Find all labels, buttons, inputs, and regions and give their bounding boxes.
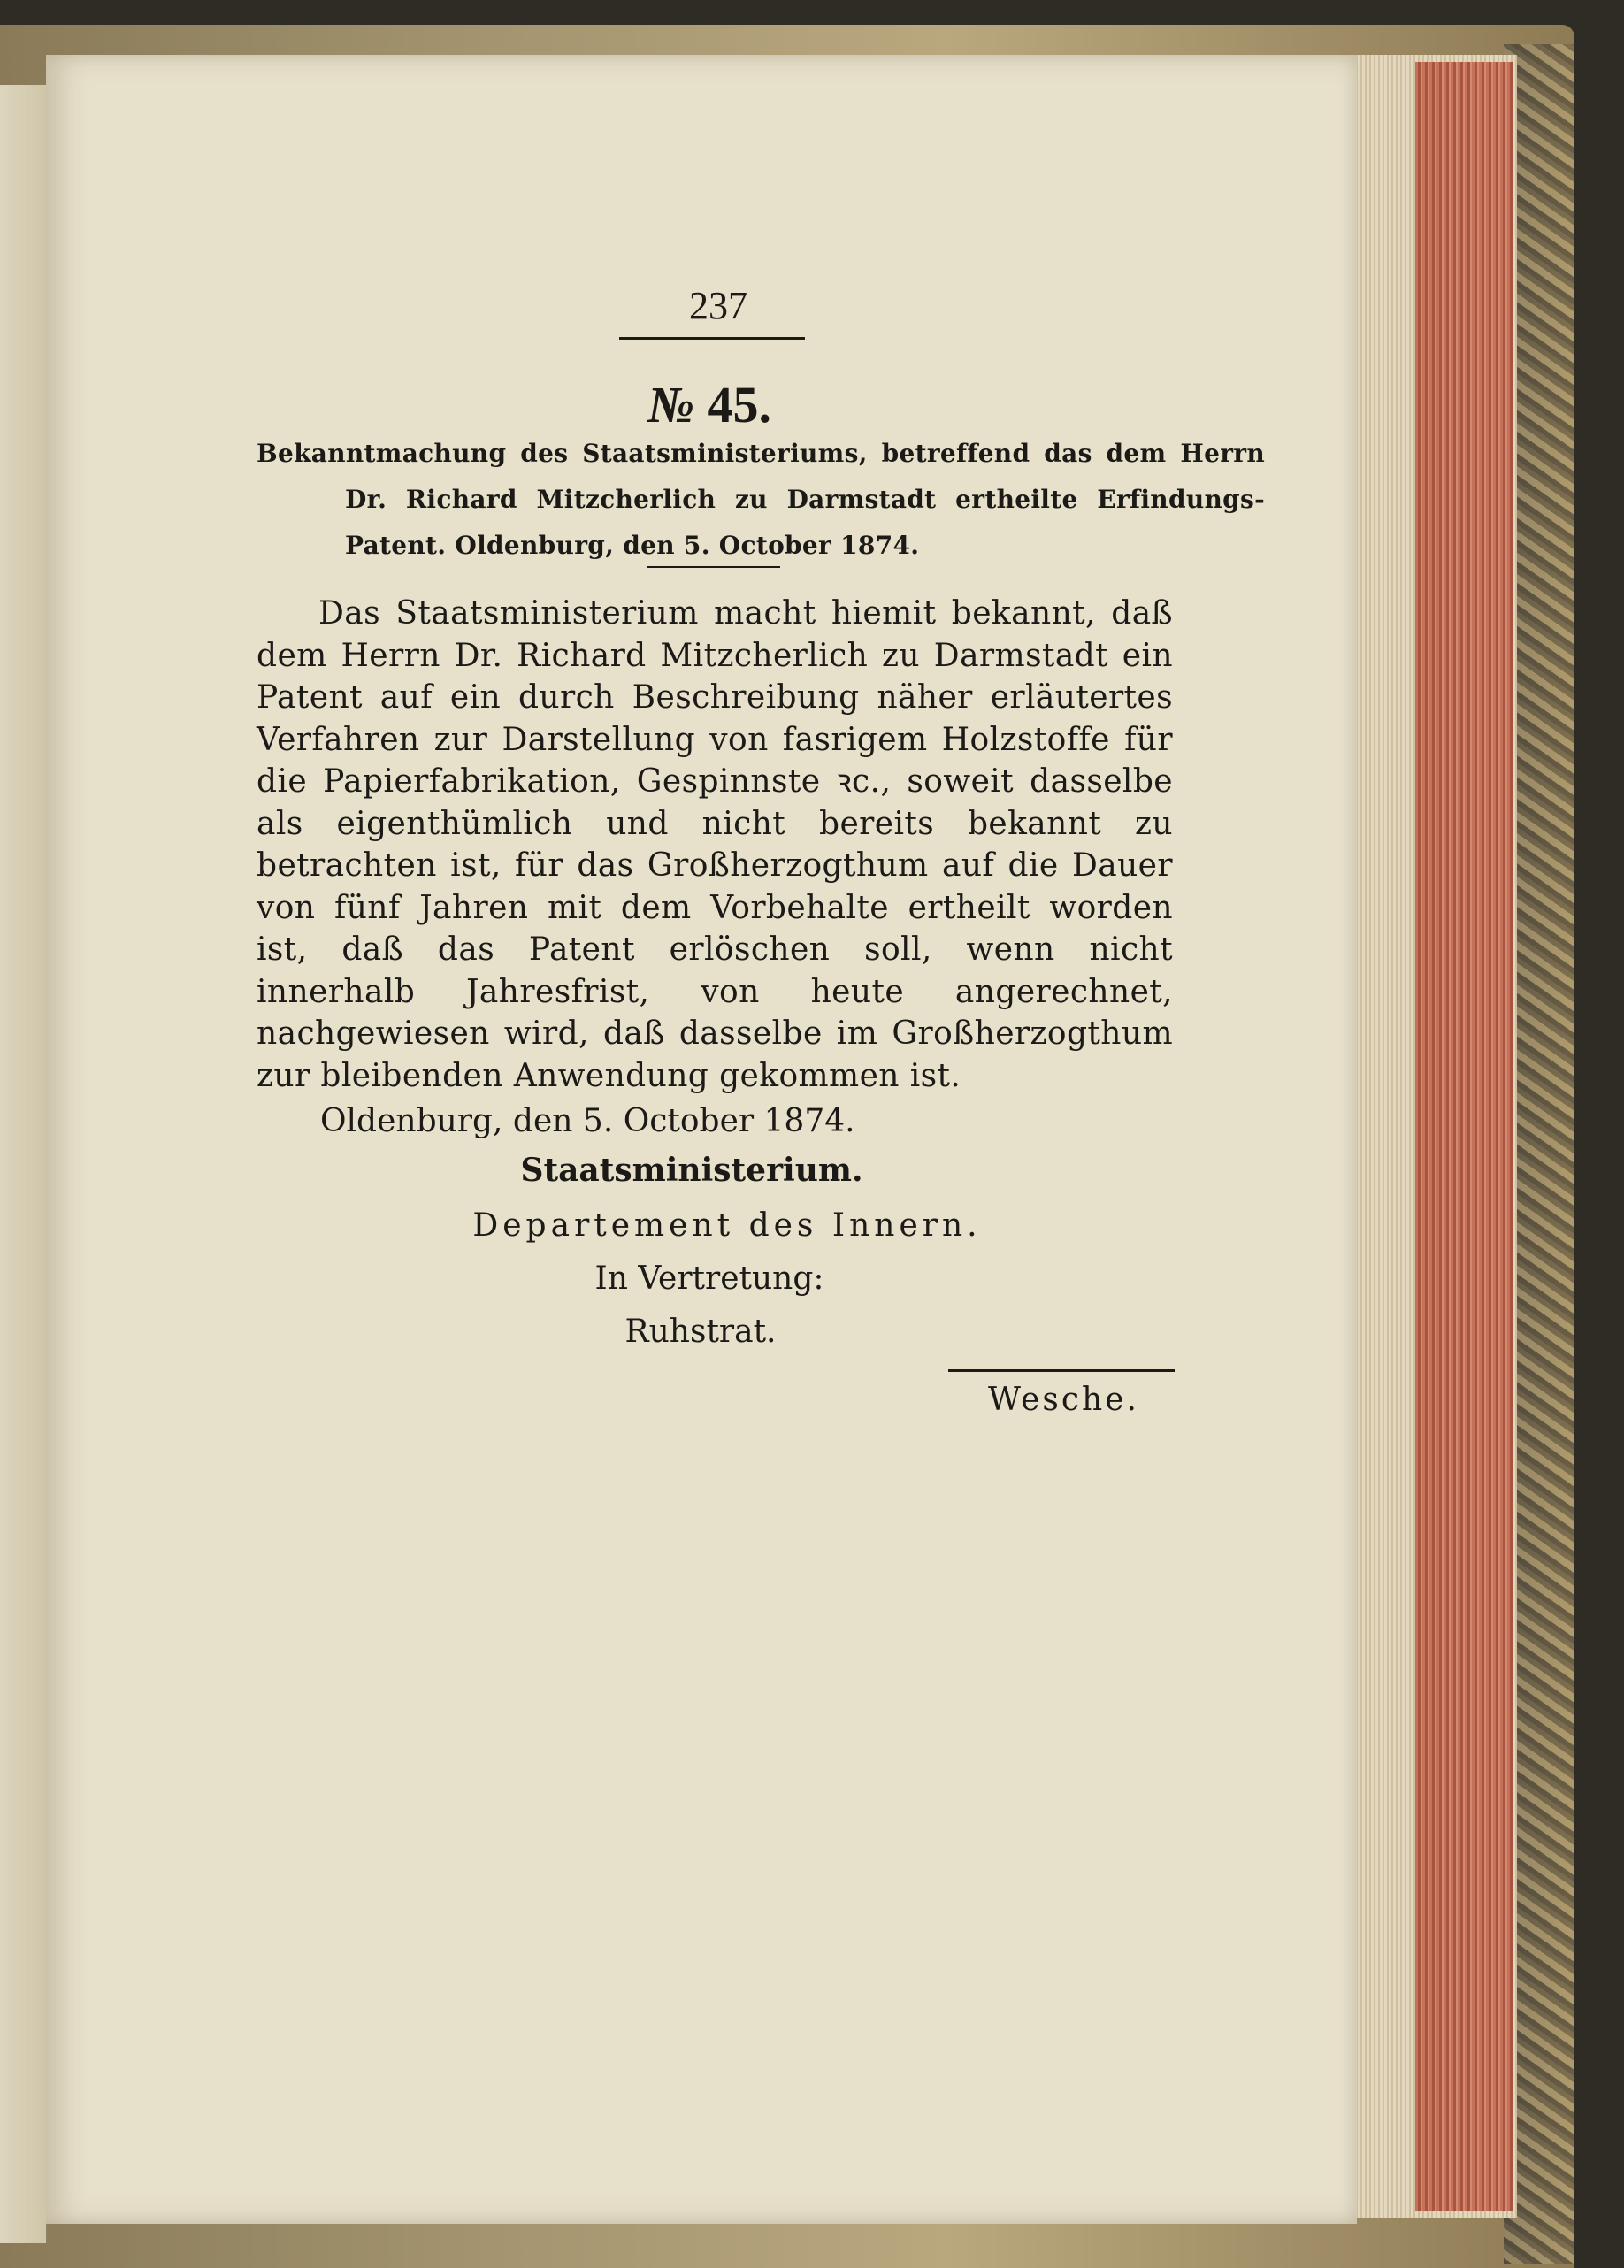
signature-ministry: Staatsministerium. bbox=[520, 1152, 863, 1189]
announcement-title: Bekanntmachung des Staatsministeriums, betreffend das dem Herrn Dr. Richard Mitzcherlich zu Darmstadt ertheilte Erfindungs-Patent. Oldenburg, den 5. October 1874. bbox=[257, 439, 1265, 560]
page-number: 237 bbox=[689, 284, 747, 327]
title-rule bbox=[647, 566, 780, 568]
catchword: Wesche. bbox=[988, 1382, 1139, 1418]
dateline: Oldenburg, den 5. October 1874. bbox=[320, 1103, 855, 1139]
announcement-number: 45. bbox=[707, 376, 772, 433]
signature-deputy: In Vertretung: bbox=[594, 1260, 824, 1297]
signature-name: Ruhstrat. bbox=[624, 1314, 777, 1350]
numero-symbol: № bbox=[647, 376, 695, 433]
catchword-rule bbox=[948, 1369, 1175, 1372]
signature-department: Departement des Innern. bbox=[472, 1207, 982, 1244]
book-page bbox=[46, 55, 1357, 2224]
red-page-edge bbox=[1415, 62, 1513, 2211]
announcement-number-heading bbox=[594, 375, 824, 434]
header-rule bbox=[619, 337, 805, 340]
body-paragraph: Das Staatsministerium macht hiemit bekannt, daß dem Herrn Dr. Richard Mitzcherlich zu Darmstadt ein Patent auf ein durch Beschreibung näher erläutertes Verfahren zur Darstellung von fasrigem Holzstoffe für die Papierfabrikation, Gespinnste ꝛc., soweit dasselbe als eigenthümlich und nicht bereits bekannt zu betrachten ist, für das Großherzogthum auf die Dauer von fünf Jahren mit dem Vorbehalte ertheilt worden ist, daß das Patent erlöschen soll, wenn nicht innerhalb Jahresfrist, von heute angerechnet, nachgewiesen wird, daß dasselbe im Großherzogthum zur bleibenden Anwendung gekommen ist. bbox=[257, 595, 1173, 1094]
